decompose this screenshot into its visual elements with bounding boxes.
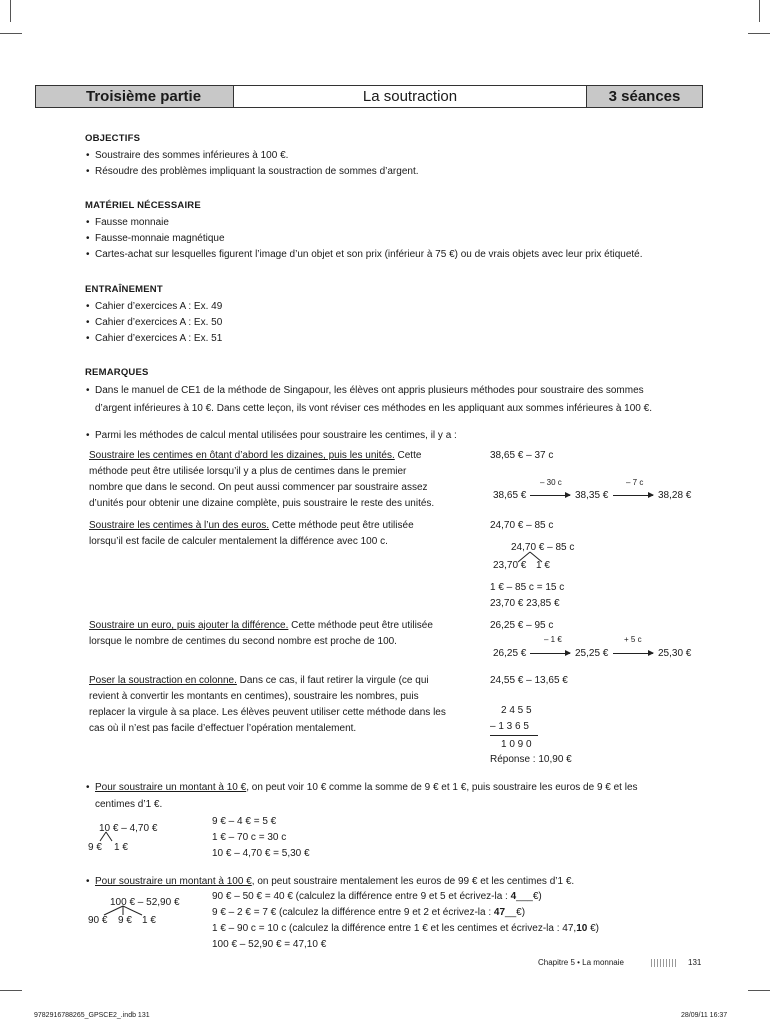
method1-line2: méthode peut être utilisée lorsqu’il y a plus de centimes dans le premier (89, 466, 407, 477)
page-number: 131 (688, 958, 702, 967)
p10-eq1: 9 € – 4 € = 5 € (212, 816, 277, 827)
column-row3: 1 0 9 0 (501, 739, 532, 750)
method1-op1: – 30 c (540, 478, 562, 487)
method4-line4: cas où il n’est pas facile d’effectuer l’opération mentalement. (89, 723, 357, 734)
method3-value1: 26,25 € (493, 648, 527, 659)
method4-line2: revient à convertir les montants en centimes), soustraire les nombres, puis (89, 691, 419, 702)
method2-step2: 23,70 € 23,85 € (490, 598, 560, 609)
crop-mark (0, 990, 22, 991)
method3-value2: 25,25 € (575, 648, 609, 659)
materiel-heading: MATÉRIEL NÉCESSAIRE (85, 200, 201, 211)
column-row1: 2 4 5 5 (501, 705, 532, 716)
method3-op2: + 5 c (624, 635, 642, 644)
method1-expression: 38,65 € – 37 c (490, 450, 554, 461)
footer-chapter: Chapitre 5 • La monnaie (538, 958, 624, 967)
method3-line2: lorsque le nombre de centimes du second nombre est proche de 100. (89, 636, 397, 647)
p100-eq4: 100 € – 52,90 € = 47,10 € (212, 939, 327, 950)
objectifs-heading: OBJECTIFS (85, 133, 141, 144)
p100-tree-right: 1 € (142, 915, 156, 926)
chapter-header (35, 85, 703, 108)
p10-line2: centimes d’1 €. (95, 799, 163, 810)
arrow-icon (613, 495, 653, 496)
method2-step1: 1 € – 85 c = 15 c (490, 582, 565, 593)
header-title: La soutraction (234, 86, 587, 107)
p10-tree-top: 10 € – 4,70 € (99, 823, 158, 834)
method1-value2: 38,35 € (575, 490, 609, 501)
method3-expression: 26,25 € – 95 c (490, 620, 554, 631)
materiel-item: • Fausse monnaie (95, 215, 169, 231)
header-sessions: 3 séances (587, 86, 702, 107)
p100-eq3: 1 € – 90 c = 10 c (calculez la différence entre 1 € et les centimes et écrivez-la : 47,10 €) (212, 923, 599, 934)
method3-line1: Soustraire un euro, puis ajouter la différence. Cette méthode peut être utilisée (89, 620, 433, 631)
p100-eq2: 9 € – 2 € = 7 € (calculez la différence entre 9 et 2 et écrivez-la : 47__€) (212, 907, 526, 918)
method1-line4: d’unités pour obtenir une dizaine complète, puis soustraire le reste des unités. (89, 498, 435, 509)
p100-tree-left: 90 € (88, 915, 108, 926)
method1-line1: Soustraire les centimes en ôtant d’abord les dizaines, puis les unités. Cette (89, 450, 422, 461)
remarques-heading: REMARQUES (85, 367, 149, 378)
method4-line1: Poser la soustraction en colonne. Dans ce cas, il faut retirer la virgule (ce qui (89, 675, 429, 686)
entrainement-item: • Cahier d’exercices A : Ex. 51 (95, 331, 222, 347)
method1-value1: 38,65 € (493, 490, 527, 501)
file-slug: 9782916788265_GPSCE2_.indb 131 (34, 1012, 150, 1019)
objectif-item: • Soustraire des sommes inférieures à 100 €. (95, 148, 288, 164)
p100-tree-top: 100 € – 52,90 € (110, 897, 180, 908)
method3-value3: 25,30 € (658, 648, 692, 659)
crop-mark (0, 33, 22, 34)
method2-split-left: 23,70 € (493, 560, 527, 571)
method2-split-right: 1 € (536, 560, 550, 571)
remarques-intro-cont: d’argent inférieures à 10 €. Dans cette leçon, ils vont réviser ces méthodes en les appliquant aux sommes inférieures à 100 €. (95, 403, 652, 414)
method2-split-top: 24,70 € – 85 c (511, 542, 575, 553)
method2-line2: lorsqu’il est facile de calculer mentalement la différence avec 100 c. (89, 536, 388, 547)
method4-answer: Réponse : 10,90 € (490, 754, 572, 765)
arrow-icon (530, 495, 570, 496)
method1-value3: 38,28 € (658, 490, 692, 501)
arrow-icon (530, 653, 570, 654)
materiel-item: • Fausse-monnaie magnétique (95, 231, 225, 247)
method1-line3: nombre que dans le second. On peut aussi commencer par soustraire assez (89, 482, 428, 493)
p10-line1: • Pour soustraire un montant à 10 €, on peut voir 10 € comme la somme de 9 € et 1 €, puis soustraire les euros de 9 € et les (95, 780, 638, 796)
p100-tree-mid: 9 € (118, 915, 132, 926)
p10-tree-left: 9 € (88, 842, 102, 853)
methods-intro: • Parmi les méthodes de calcul mental utilisées pour soustraire les centimes, il y a : (95, 428, 457, 444)
method4-expression: 24,55 € – 13,65 € (490, 675, 568, 686)
p10-eq2: 1 € – 70 c = 30 c (212, 832, 287, 843)
column-row2: – 1 3 6 5 (490, 721, 529, 732)
print-date: 28/09/11 16:37 (681, 1012, 728, 1019)
method4-line3: replacer la virgule à sa place. Les élèves peuvent utiliser cette méthode dans les (89, 707, 446, 718)
p100-line1: • Pour soustraire un montant à 100 €, on peut soustraire mentalement les euros de 99 € et les centimes d’1 €. (95, 874, 574, 890)
objectif-item: • Résoudre des problèmes impliquant la soustraction de sommes d’argent. (95, 164, 419, 180)
p10-tree-right: 1 € (114, 842, 128, 853)
p10-eq3: 10 € – 4,70 € = 5,30 € (212, 848, 310, 859)
crop-mark (748, 33, 770, 34)
method2-line1: Soustraire les centimes à l’un des euros. Cette méthode peut être utilisée (89, 520, 414, 531)
materiel-item: • Cartes-achat sur lesquelles figurent l’image d’un objet et son prix (inférieur à 75 €) ou de vrais objets avec leur prix étiqueté. (95, 247, 643, 263)
crop-mark (759, 0, 760, 22)
method3-op1: – 1 € (544, 635, 562, 644)
entrainement-heading: ENTRAÎNEMENT (85, 284, 163, 295)
method2-expression: 24,70 € – 85 c (490, 520, 554, 531)
method1-op2: – 7 c (626, 478, 644, 487)
crop-mark (748, 990, 770, 991)
p100-eq1: 90 € – 50 € = 40 € (calculez la différence entre 9 et 5 et écrivez-la : 4___€) (212, 891, 542, 902)
crop-mark (10, 0, 11, 22)
entrainement-item: • Cahier d’exercices A : Ex. 50 (95, 315, 222, 331)
column-rule (490, 735, 538, 736)
remarques-intro: • Dans le manuel de CE1 de la méthode de Singapour, les élèves ont appris plusieurs méthodes pour soustraire des sommes (95, 383, 644, 399)
footer-ornament (651, 959, 677, 967)
entrainement-item: • Cahier d’exercices A : Ex. 49 (95, 299, 222, 315)
header-part: Troisième partie (36, 86, 234, 107)
arrow-icon (613, 653, 653, 654)
